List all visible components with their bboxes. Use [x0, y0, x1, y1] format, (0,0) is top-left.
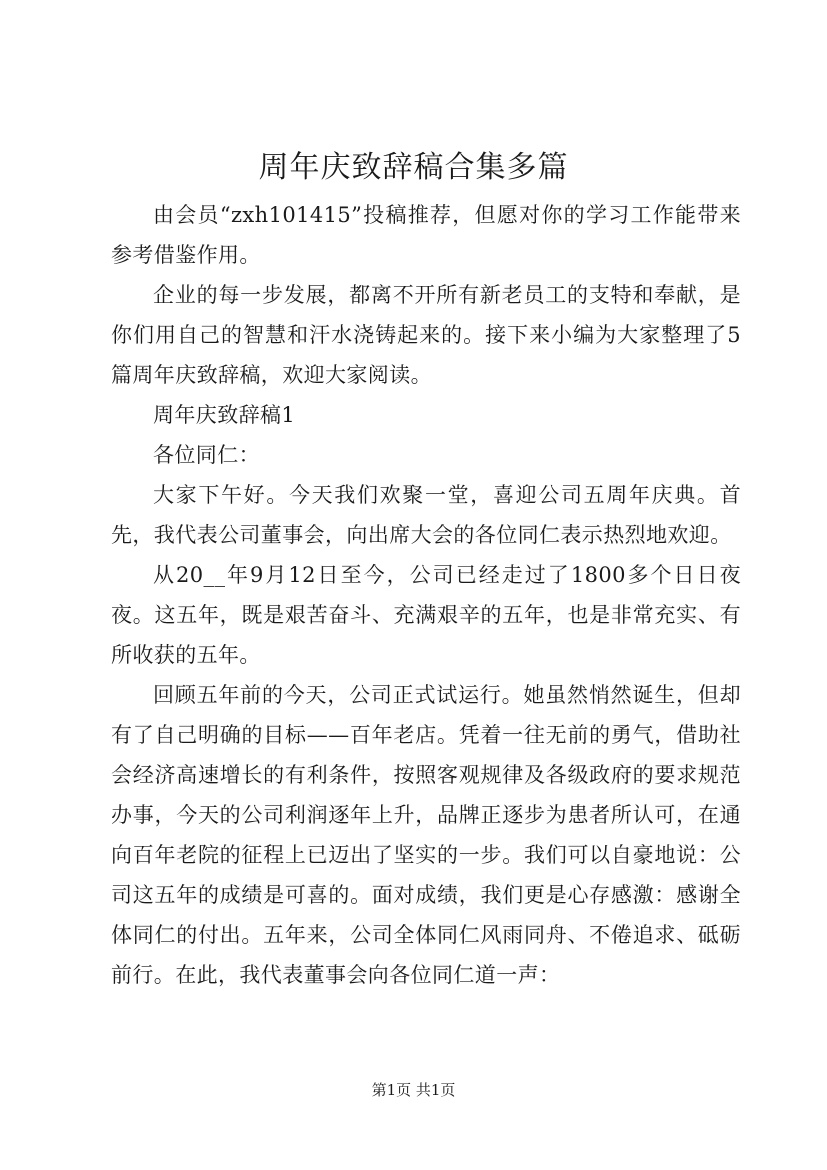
section-heading: 周年庆致辞稿1	[153, 403, 296, 427]
salutation: 各位同仁：	[153, 443, 260, 467]
page-footer	[0, 1079, 827, 1101]
paragraph-review: 回顾五年前的今天，公司正式试运行。她虽然悄然诞生，但却有了自己明确的目标——百年老店。凭着一往无前的勇气，借助社会经济高速增长的有利条件，按照客观规律及各级政府的要求规范办事，今天的公司利润逐年上升，品牌正逐步为患者所认可，在通向百年老院的征程上已迈出了坚实的一步。我们可以自豪地说：公司这五年的成绩是可喜的。面对成绩，我们更是心存感激：感谢全体同仁的付出。五年来，公司全体同仁风雨同舟、不倦追求、砥砺前行。在此，我代表董事会向各位同仁道一声：	[111, 683, 741, 987]
paragraph-intro: 由会员“zxh101415”投稿推荐，但愿对你的学习工作能带来参考借鉴作用。	[111, 203, 741, 267]
document-body	[111, 195, 741, 995]
paragraph-history: 从20__年9月12日至今，公司已经走过了1800多个日日夜夜。这五年，既是艰苦奋斗、充满艰辛的五年，也是非常充实、有所收获的五年。	[111, 563, 741, 667]
paragraph-greeting: 大家下午好。今天我们欢聚一堂，喜迎公司五周年庆典。首先，我代表公司董事会，向出席大会的各位同仁表示热烈地欢迎。	[111, 483, 741, 547]
document-title: 周年庆致辞稿合集多篇	[258, 150, 569, 185]
paragraph-summary: 企业的每一步发展，都离不开所有新老员工的支特和奉献，是你们用自己的智慧和汗水浇铸起来的。接下来小编为大家整理了5篇周年庆致辞稿，欢迎大家阅读。	[111, 283, 741, 387]
page-number: 第1页 共1页	[371, 1081, 456, 1099]
